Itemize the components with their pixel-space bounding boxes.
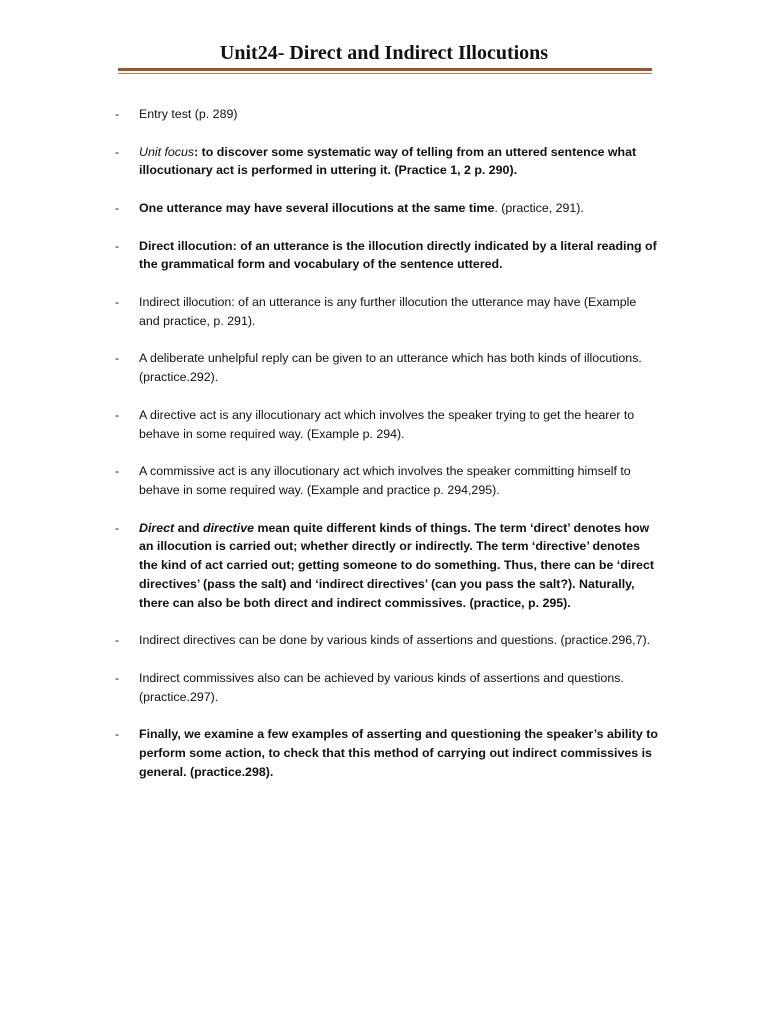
item-text: Indirect directives can be done by various kinds of assertions and questions. (practice.296,7).	[139, 633, 651, 648]
item-text: Indirect commissives also can be achieved by various kinds of assertions and questions. (practice.297).	[139, 670, 624, 704]
bullet-dash: -	[115, 464, 120, 479]
list-item	[115, 462, 660, 500]
bullet-dash: -	[115, 407, 120, 422]
item-term: Unit focus	[139, 144, 195, 159]
bullet-dash: -	[115, 107, 120, 121]
item-text: A directive act is any illocutionary act which involves the speaker trying to get the hearer to behave in some required way. (Example p. 294).	[139, 407, 635, 441]
bullet-dash: -	[115, 144, 120, 159]
bullet-dash: -	[115, 238, 120, 253]
page-title: Unit24- Direct and Indirect Illocutions	[219, 42, 549, 64]
bullet-dash: -	[115, 351, 120, 366]
list-item	[115, 349, 660, 387]
item-text	[139, 199, 660, 218]
bullet-dash: -	[115, 633, 120, 648]
list-item	[115, 725, 660, 781]
list-item	[115, 105, 660, 124]
item-text: A commissive act is any illocutionary act which involves the speaker committing himself to behave in some required way. (Example and practice p. 294,295).	[139, 464, 631, 497]
item-text: A deliberate unhelpful reply can be given to an utterance which has both kinds of illocutions. (practice.292).	[139, 351, 642, 385]
item-text: Direct illocution: of an utterance is the illocution directly indicated by a literal reading of the grammatical form and vocabulary of the sentence uttered.	[139, 238, 657, 272]
item-rest: mean quite different kinds of things. The term ‘direct’ denotes how an illocution is carried out; whether directly or indirectly. The term ‘directive’ denotes the kind of act carried out; getting someone to do something. Thus, there can be ‘direct directives’ (pass the salt) and ‘indirect directives’ (can you pass the salt?). Naturally, there can also be both direct and indirect commissives. (practice, p. 295).	[139, 520, 654, 610]
item-rest: . (practice, 291).	[494, 200, 584, 215]
list-item	[115, 631, 660, 650]
bullet-dash: -	[115, 670, 120, 685]
item-connector: and	[174, 520, 204, 535]
title-rule-thick	[118, 68, 652, 71]
list-item	[115, 199, 660, 218]
title-rule-thin	[118, 73, 652, 74]
bullet-dash: -	[115, 200, 120, 215]
bullet-dash: -	[115, 520, 120, 535]
bullet-dash: -	[115, 727, 120, 742]
item-text: Finally, we examine a few examples of asserting and questioning the speaker’s ability to perform some action, to check that this method of carrying out indirect commissives is general. (practice.298).	[139, 727, 658, 779]
notes-list	[115, 105, 660, 800]
item-text: Indirect illocution: of an utterance is any further illocution the utterance may have (Example and practice, p. 291).	[139, 294, 637, 328]
list-item	[115, 143, 660, 181]
list-item	[115, 519, 660, 613]
list-item	[115, 406, 660, 444]
item-term: Direct	[139, 520, 175, 535]
item-bold: One utterance may have several illocutions at the same time	[139, 200, 495, 215]
item-text: Entry test (p. 289)	[139, 107, 238, 121]
item-text	[139, 143, 660, 181]
item-term: directive	[203, 520, 255, 535]
item-text	[139, 519, 660, 613]
list-item	[115, 293, 660, 331]
item-rest: : to discover some systematic way of telling from an uttered sentence what illocutionary act is performed in uttering it. (Practice 1, 2 p. 290).	[139, 144, 637, 178]
bullet-dash: -	[115, 294, 120, 309]
list-item	[115, 669, 660, 707]
list-item	[115, 237, 660, 275]
